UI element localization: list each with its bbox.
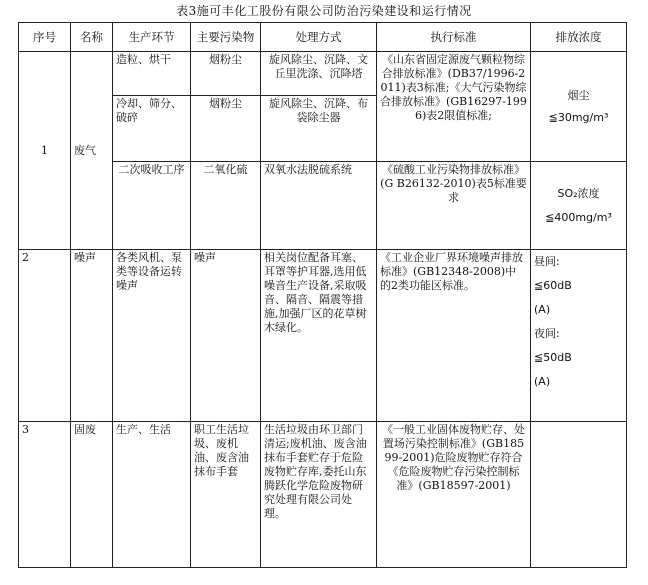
row-concentration bbox=[531, 162, 627, 250]
header-standard: 执行标准 bbox=[377, 23, 531, 52]
row-method: 双氧水法脱硫系统 bbox=[261, 162, 377, 250]
row-stage: 二次吸收工序 bbox=[113, 162, 191, 250]
header-method: 处理方式 bbox=[261, 23, 377, 52]
conc-label: SO₂浓度 bbox=[557, 186, 600, 200]
row-stage: 生产、生活 bbox=[113, 422, 191, 568]
day-unit: (A) bbox=[534, 303, 551, 316]
row-pollutant: 职工生活垃圾、废机油、废含油抹布手套 bbox=[191, 422, 261, 568]
header-name: 名称 bbox=[71, 23, 113, 52]
night-label: 夜间: bbox=[534, 327, 560, 340]
row-name: 噪声 bbox=[71, 250, 113, 422]
row-no: 3 bbox=[19, 422, 71, 568]
night-unit: (A) bbox=[534, 375, 551, 388]
row-no: 2 bbox=[19, 250, 71, 422]
row-stage: 造粒、烘干 bbox=[113, 52, 191, 96]
night-value: ≦50dB bbox=[534, 351, 572, 364]
row-pollutant: 噪声 bbox=[191, 250, 261, 422]
row-concentration bbox=[531, 250, 627, 422]
table-row bbox=[19, 52, 627, 96]
row-method: 旋风除尘、沉降、文丘里洗涤、沉降塔 bbox=[261, 52, 377, 96]
day-label: 昼间: bbox=[534, 255, 560, 268]
row-standard: 《山东省固定源废气颗粒物综合排放标准》(DB37/1996-2011)表3标准;《大气污染物综合排放标准》(GB16297-1996)表2限值标准; bbox=[377, 52, 531, 162]
row-method: 相关岗位配备耳塞、耳罩等护耳器,选用低噪音生产设备,采取吸音、隔音、隔震等措施,加强厂区的花草树木绿化。 bbox=[261, 250, 377, 422]
conc-value: ≦30mg/m³ bbox=[548, 110, 609, 124]
conc-label: 烟尘 bbox=[567, 88, 590, 102]
conc-value: ≦400mg/m³ bbox=[545, 210, 612, 224]
row-name: 废气 bbox=[71, 52, 113, 250]
row-standard: 《一般工业固体废物贮存、处置场污染控制标准》(GB18599-2001)危险废物贮存符合《危险废物贮存污染控制标准》(GB18597-2001) bbox=[377, 422, 531, 568]
header-row bbox=[19, 23, 627, 52]
header-pollutant: 主要污染物 bbox=[191, 23, 261, 52]
row-pollutant: 二氧化硫 bbox=[191, 162, 261, 250]
row-name: 固废 bbox=[71, 422, 113, 568]
table-caption: 表3施可丰化工股份有限公司防治污染建设和运行情况 bbox=[176, 4, 472, 18]
header-no: 序号 bbox=[19, 23, 71, 52]
pollution-control-table bbox=[18, 22, 627, 568]
row-pollutant: 烟粉尘 bbox=[191, 52, 261, 96]
header-concentration: 排放浓度 bbox=[531, 23, 627, 52]
row-stage: 各类风机、泵类等设备运转噪声 bbox=[113, 250, 191, 422]
header-stage: 生产环节 bbox=[113, 23, 191, 52]
table-row bbox=[19, 422, 627, 568]
row-pollutant: 烟粉尘 bbox=[191, 96, 261, 162]
row-standard: 《硫酸工业污染物排放标准》(G B26132-2010)表5标准要求 bbox=[377, 162, 531, 250]
day-value: ≦60dB bbox=[534, 279, 572, 292]
row-method: 生活垃圾由环卫部门清运;废机油、废含油抹布手套贮存于危险废物贮存库,委托山东腾跃化学危险废物研究处理有限公司处理。 bbox=[261, 422, 377, 568]
table-row bbox=[19, 250, 627, 422]
row-method: 旋风除尘、沉降、布袋除尘器 bbox=[261, 96, 377, 162]
row-concentration bbox=[531, 52, 627, 162]
row-concentration bbox=[531, 422, 627, 568]
row-standard: 《工业企业厂界环境噪声排放标准》(GB12348-2008)中的2类功能区标准。 bbox=[377, 250, 531, 422]
row-stage: 冷却、筛分、破碎 bbox=[113, 96, 191, 162]
row-no: 1 bbox=[19, 52, 71, 250]
